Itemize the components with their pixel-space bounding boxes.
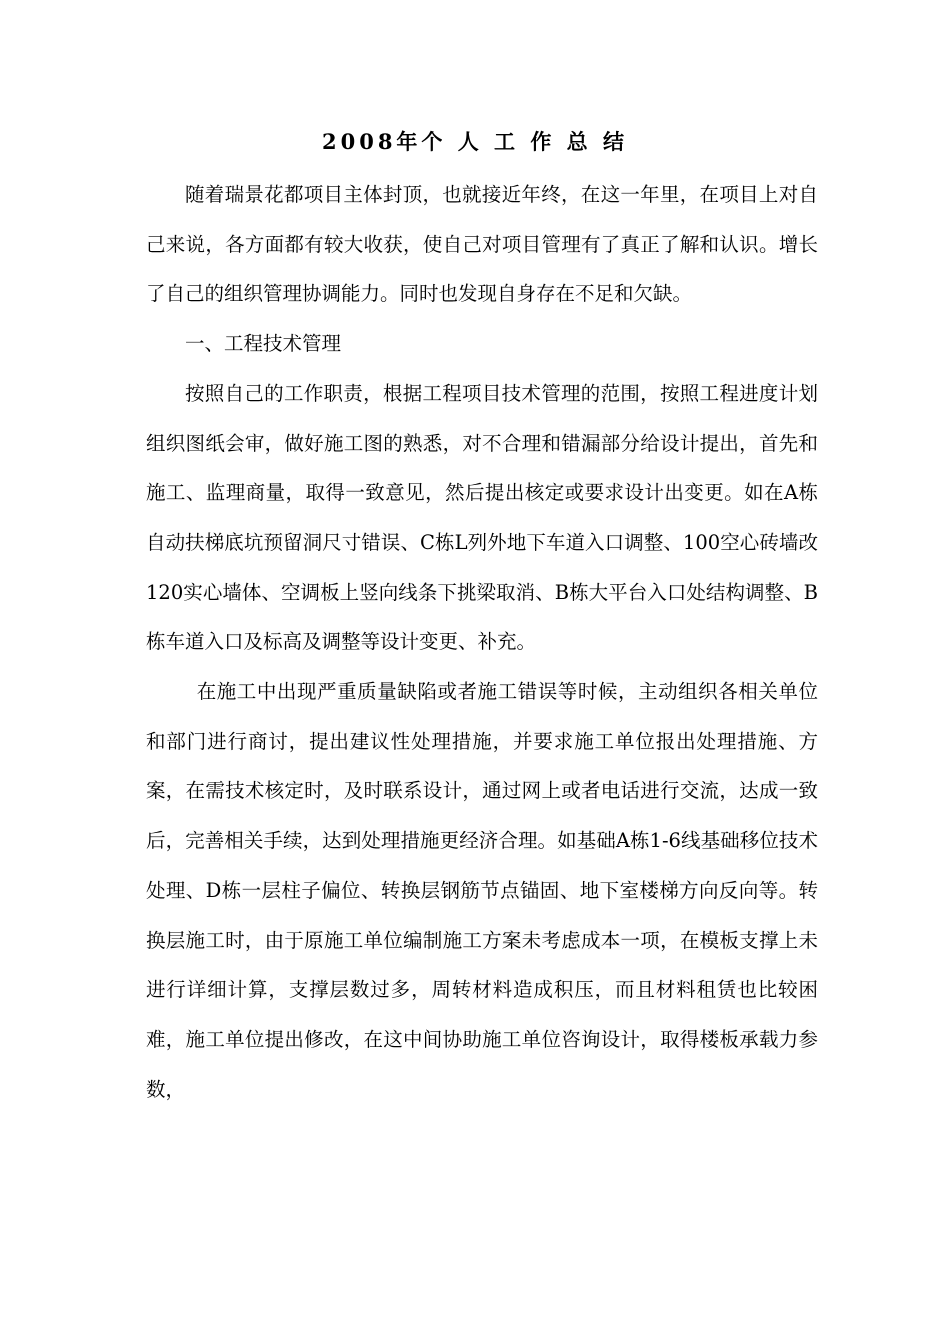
paragraph-quality-defects: 在施工中出现严重质量缺陷或者施工错误等时候，主动组织各相关单位和部门进行商讨，提出建议性处理措施，并要求施工单位报出处理措施、方案，在需技术核定时，及时联系设计，通过网上或者电话进行交流，达成一致后，完善相关手续，达到处理措施更经济合理。如基础A栋1-6线基础移位技术处理、D栋一层柱子偏位、转换层钢筋节点锚固、地下室楼梯方向反向等。转换层施工时，由于原施工单位编制施工方案未考虑成本一项，在模板支撑上未进行详细计算，支撑层数过多，周转材料造成积压，而且材料租赁也比较困难，施工单位提出修改，在这中间协助施工单位咨询设计，取得楼板承载力参数， [146,680,818,1101]
document-body [146,170,818,1114]
paragraph-intro: 随着瑞景花都项目主体封顶，也就接近年终，在这一年里，在项目上对自己来说，各方面都有较大收获，使自己对项目管理有了真正了解和认识。增长了自己的组织管理协调能力。同时也发现自身存在不足和欠缺。 [146,183,818,306]
paragraph-tech-management: 按照自己的工作职责，根据工程项目技术管理的范围，按照工程进度计划组织图纸会审，做好施工图的熟悉，对不合理和错漏部分给设计提出，首先和施工、监理商量，取得一致意见，然后提出核定或要求设计出变更。如在A栋自动扶梯底坑预留洞尺寸错误、C栋L列外地下车道入口调整、100空心砖墙改120实心墙体、空调板上竖向线条下挑梁取消、B栋大平台入口处结构调整、B栋车道入口及标高及调整等设计变更、补充。 [146,381,818,654]
section-heading-engineering-tech: 一、工程技术管理 [185,332,342,356]
document-title: 2008年个 人 工 作 总 结 [321,129,628,154]
